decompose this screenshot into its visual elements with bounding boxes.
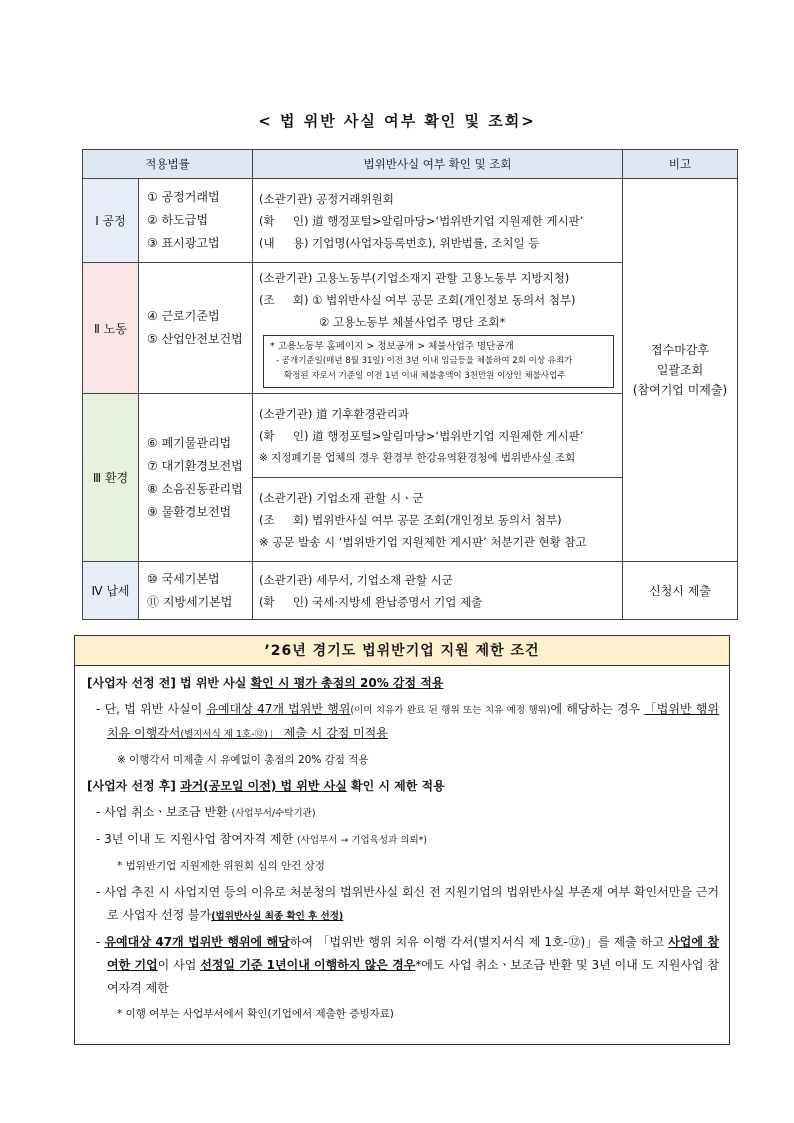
shared-note-line: 일괄조회 <box>656 363 704 377</box>
law-item: ⑥ 폐기물관리법 <box>147 435 232 450</box>
header-law: 적용법률 <box>83 150 253 179</box>
law-item: ⑦ 대기환경보전법 <box>147 458 243 473</box>
laws-nodong <box>139 263 253 394</box>
content-line: (조 회) ① 법위반사실 여부 공문 조회(개인정보 동의서 첨부) <box>259 293 576 307</box>
heading-text: [사업자 선정 전] 법 위반 사실 <box>87 676 251 690</box>
law-item: ⑨ 물환경보전법 <box>147 504 232 519</box>
text-span: (사업부서/수탁기관) <box>231 808 316 819</box>
content-line: (소관기관) 기업소재 관할 시ㆍ군 <box>259 490 424 505</box>
law-item: ⑪ 지방세기본법 <box>147 594 233 609</box>
content-env-a <box>253 394 623 478</box>
table-row-gong <box>83 179 738 263</box>
text-span: 이 사업 <box>157 958 201 972</box>
text-span: - 사업 취소ㆍ보조금 반환 <box>96 805 232 819</box>
shared-note-line: (참여기업 미제출) <box>632 383 728 397</box>
content-line: (소관기관) 道 기후환경관리과 <box>259 406 409 421</box>
text-span: - 단, 법 위반 사실이 <box>96 702 207 716</box>
content-nodong <box>253 263 623 394</box>
notice-line: - 공개기준일(매년 8월 31일) 이전 3년 이내 임금등을 체불하여 2회 이상 유죄가 <box>276 356 573 366</box>
content-line: (확 인) 국세·지방세 완납증명서 기업 제출 <box>259 594 483 609</box>
text-span: 하여 「법위반 행위 치유 이행 각서(별지서식 제 1호-⑫)」를 제출 하고 <box>289 935 669 949</box>
wage-arrears-notice <box>263 335 614 388</box>
after-selection-heading <box>87 775 719 798</box>
shared-note-line: 접수마감후 <box>651 343 709 357</box>
text-span: [사업자 선정 후] <box>87 779 181 793</box>
laws-env <box>139 394 253 562</box>
content-tax <box>253 562 623 620</box>
text-span: (이미 치유가 완료 된 행위 또는 치유 예정 행위) <box>350 705 551 716</box>
laws-tax <box>139 562 253 620</box>
shared-note-cell <box>623 179 738 562</box>
text-span: 사업에 참여한 기업 <box>107 935 720 972</box>
after-selection-item <box>87 828 719 852</box>
law-item: ⑩ 국세기본법 <box>147 571 220 586</box>
content-line: (소관기관) 고용노동부(기업소재지 관할 고용노동부 지방지청) <box>259 271 570 285</box>
page-title: < 법 위반 사실 여부 확인 및 조회> <box>258 112 536 130</box>
after-selection-item <box>87 931 719 1000</box>
content-line: (소관기관) 공정거래위원회 <box>259 191 394 206</box>
header-note: 비고 <box>623 150 738 179</box>
law-item: ① 공정거래법 <box>147 190 220 204</box>
after-selection-note: * 법위반기업 지원제한 위원회 심의 안건 상정 <box>117 860 325 872</box>
text-span: 확인 시 제한 적용 <box>346 779 445 793</box>
content-env-b <box>253 478 623 562</box>
text-span: (법위반사실 최종 확인 후 선정) <box>211 911 344 922</box>
text-span: 유예대상 47개 법위반 행위 <box>206 702 351 716</box>
law-item: ⑤ 산업안전보건법 <box>147 332 243 346</box>
text-span: - <box>96 935 105 949</box>
text-span: (사업부서 → 기업육성과 의뢰*) <box>296 835 428 846</box>
text-span: 선정일 기준 1년이내 이행하지 않은 경우 <box>200 958 416 972</box>
text-span: - 사업 추진 시 사업지연 등의 이유로 처분청의 법위반사실 회신 전 지원기업의 법위반사실 부존재 여부 확인서만을 근거로 사업자 선정 불가 <box>96 885 719 922</box>
content-line: (확 인) 道 행정포털>알림마당>‘법위반기업 지원제한 게시판’ <box>259 428 584 443</box>
content-line: (소관기관) 세무서, 기업소재 관할 시군 <box>259 572 453 587</box>
section-nodong: Ⅱ 노동 <box>83 263 139 394</box>
law-item: ④ 근로기준법 <box>147 309 220 323</box>
content-line: (조 회) 법위반사실 여부 공문 조회(개인정보 동의서 첨부) <box>259 512 562 527</box>
section-env: Ⅲ 환경 <box>83 394 139 562</box>
after-selection-item <box>87 801 719 825</box>
after-selection-item <box>87 881 719 928</box>
law-item: ⑧ 소음진동관리법 <box>147 481 243 496</box>
text-span: 에 해당하는 경우 <box>550 702 645 716</box>
section-gong: Ⅰ 공정 <box>83 179 139 263</box>
content-line: ② 고용노동부 체불사업주 명단 조회* <box>319 315 506 329</box>
header-check: 법위반사실 여부 확인 및 조회 <box>253 150 623 179</box>
heading-emphasis: 확인 시 평가 총점의 20% 감점 적용 <box>250 676 444 690</box>
notice-line: * 고용노동부 홈페이지 > 정보공개 > 체불사업주 명단공개 <box>270 341 514 352</box>
content-line: (확 인) 道 행정포털>알림마당>‘법위반기업 지원제한 게시판’ <box>259 213 584 228</box>
content-gong <box>253 179 623 263</box>
laws-gong <box>139 179 253 263</box>
law-check-table <box>82 149 738 620</box>
box-body <box>75 666 729 1026</box>
text-span: 과거(공모일 이전) 법 위반 사실 <box>180 779 347 793</box>
text-span: 」 제출 시 감점 미적용 <box>267 726 388 740</box>
notice-line: 확정된 자로서 기준일 이전 1년 이내 체불총액이 3천만원 이상인 체불사업주 <box>284 371 566 381</box>
text-span: 유예대상 47개 법위반 행위에 해당 <box>104 935 290 949</box>
text-span: (별지서식 제 1호-⑫) <box>180 729 268 740</box>
text-span: - 3년 이내 도 지원사업 참여자격 제한 <box>96 832 297 846</box>
law-item: ③ 표시광고법 <box>147 236 220 250</box>
before-selection-item <box>87 698 719 746</box>
box-title: ’26년 경기도 법위반기업 지원 제한 조건 <box>75 636 729 666</box>
content-line: ※ 지정폐기물 업체의 경우 환경부 한강유역환경청에 법위반사실 조회 <box>259 451 576 464</box>
law-item: ② 하도급법 <box>147 213 208 227</box>
restriction-conditions-box <box>74 635 730 1045</box>
text-span: 「법위반 행위 치유 이행각서 <box>107 702 719 740</box>
after-selection-note: * 이행 여부는 사업부서에서 확인(기업에서 제출한 증빙자료) <box>117 1008 394 1020</box>
section-tax: Ⅳ 납세 <box>83 562 139 620</box>
text-span: *에도 사업 취소ㆍ보조금 반환 및 3년 이내 도 지원사업 참여자격 제한 <box>107 958 719 995</box>
before-selection-note: ※ 이행각서 미제출 시 유예없이 총점의 20% 감점 적용 <box>117 754 369 766</box>
content-line: ※ 공문 발송 시 ‘법위반기업 지원제한 게시판’ 처분기관 현황 참고 <box>259 534 587 549</box>
before-selection-heading <box>87 672 719 695</box>
content-line: (내 용) 기업명(사업자등록번호), 위반법률, 조치일 등 <box>259 235 540 250</box>
table-header-row <box>83 150 738 179</box>
tax-note: 신청시 제출 <box>623 562 738 620</box>
table-row-tax <box>83 562 738 620</box>
